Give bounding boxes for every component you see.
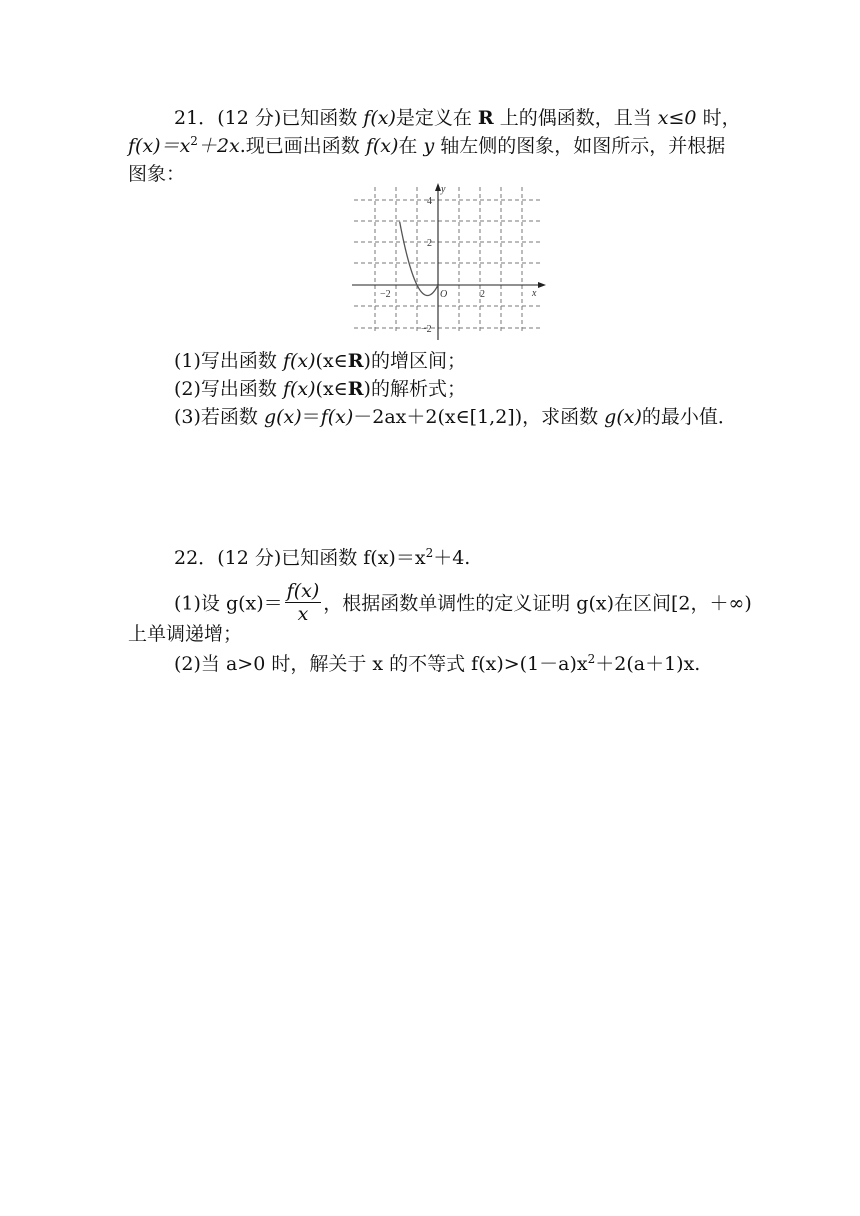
q22-text: ＋4. (433, 547, 471, 569)
q21-score: (12 分) (217, 107, 282, 129)
q21-text: 在 (398, 135, 424, 157)
curve (400, 222, 438, 296)
q21-text: 已知函数 (281, 107, 364, 129)
q21-number: 21． (174, 107, 218, 129)
x-axis-label: x (532, 288, 537, 299)
q21-condition: x≤0 (657, 107, 697, 129)
q21-reals: R (347, 350, 364, 372)
q21-reals: R (477, 107, 494, 129)
q21-p2-text: (x∈ (315, 378, 348, 400)
graph-grid (354, 187, 542, 334)
q21-p1-text: (x∈ (315, 350, 348, 372)
q21-text: 图象： (128, 163, 186, 185)
q21-p1-text: )的增区间； (363, 350, 466, 372)
fraction (285, 580, 322, 625)
q21-line-3 (128, 162, 185, 186)
q21-part-1 (174, 349, 466, 373)
fraction-numerator: f(x) (286, 580, 320, 602)
y-tick-neg2: −2 (421, 324, 432, 335)
q21-definition-rhs: ＋2x (197, 135, 240, 157)
q21-p1-text: (1)写出函数 (174, 350, 283, 372)
q21-part-3 (174, 405, 737, 429)
q21-p3-text: ＝ (301, 406, 321, 428)
q21-line-2 (128, 134, 725, 158)
q21-gx: g(x) (604, 406, 642, 428)
q21-fx: f(x) (365, 135, 399, 157)
q22-part-2 (174, 652, 700, 676)
origin-label: O (440, 289, 448, 300)
q22-number: 22． (174, 547, 218, 569)
x-tick-neg2: −2 (380, 289, 391, 300)
q21-text: 时， (696, 107, 741, 129)
q21-fx: f(x) (363, 107, 396, 129)
q22-part-1 (174, 582, 752, 627)
y-axis-label: y (441, 184, 446, 195)
superscript: 2 (425, 546, 434, 560)
q21-p3-text: －2ax＋2(x∈[1,2])，求函数 (353, 406, 605, 428)
y-tick-2: 2 (427, 238, 432, 249)
q22-p2-text: ＋2(a＋1)x. (595, 653, 701, 675)
q21-gx: g(x) (263, 406, 302, 428)
q21-p3-text: 的最小值． (641, 406, 737, 428)
q21-text: 上的偶函数，且当 (493, 107, 658, 129)
superscript: 2 (587, 652, 596, 666)
q22-p1-text: 上单调递增； (128, 623, 243, 645)
q22-part-1-cont (128, 622, 242, 646)
q21-fx: f(x) (320, 406, 354, 428)
q21-text: 轴左侧的图象，如图所示，并根据 (434, 135, 726, 157)
q21-p2-text: )的解析式； (363, 378, 466, 400)
q21-p3-text: (3)若函数 (174, 406, 264, 428)
q21-y: y (423, 135, 435, 157)
q21-fx: f(x) (282, 378, 316, 400)
q22-line-1 (174, 546, 470, 570)
q22-p1-text: (1)设 g(x)＝ (174, 592, 283, 615)
q21-part-2 (174, 377, 466, 401)
y-tick-4: 4 (427, 196, 432, 207)
q21-reals: R (347, 378, 364, 400)
q21-graph (352, 182, 548, 342)
q21-text: 是定义在 (395, 107, 478, 129)
q22-score: (12 分) (217, 547, 282, 569)
superscript: 2 (190, 134, 198, 148)
x-axis-arrow (538, 282, 546, 288)
x-tick-2: 2 (480, 289, 485, 300)
q21-fx: f(x) (282, 350, 316, 372)
q22-p1-text: ，根据函数单调性的定义证明 g(x)在区间[2，＋∞) (323, 592, 752, 615)
q21-p2-text: (2)写出函数 (174, 378, 283, 400)
q22-p2-text: (2)当 a>0 时，解关于 x 的不等式 f(x)>(1－a)x (174, 653, 588, 675)
q22-text: 已知函数 f(x)＝x (281, 547, 426, 569)
q21-definition-lhs: f(x)＝x (128, 135, 191, 157)
q21-line-1 (174, 106, 741, 130)
fraction-denominator: x (297, 603, 309, 625)
q21-text: .现已画出函数 (239, 135, 366, 157)
